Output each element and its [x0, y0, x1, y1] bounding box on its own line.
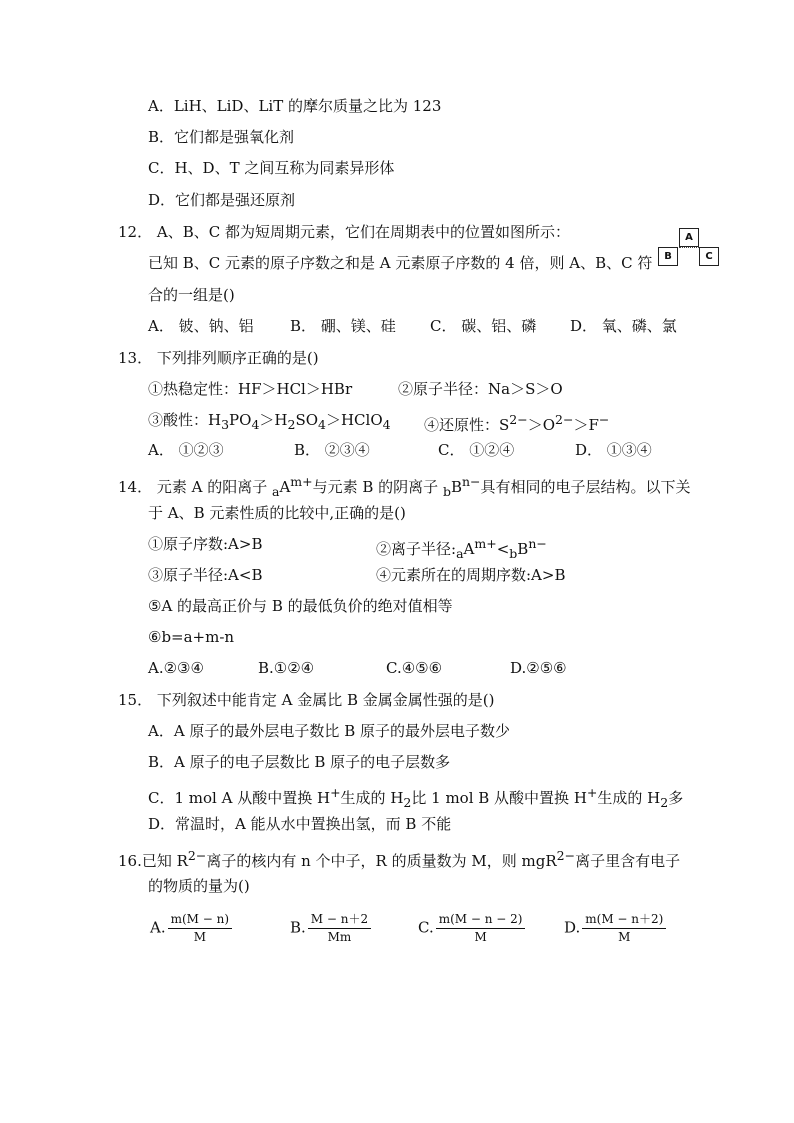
q12-option-b: B． 硼、镁、硅: [290, 317, 396, 335]
q16-option-c: C. $\frac{m(M - n - 2)}{M}$: [418, 912, 525, 945]
q14-stem: 14． 元素 A 的阳离子 $_aA^{m+}$与元素 B 的阴离子 $_bB^{n-}$具有相同的电子层结构。以下关: [118, 474, 691, 499]
q14-stem-line2: 于 A、B 元素性质的比较中,正确的是(): [148, 504, 406, 522]
q15-stem: 15． 下列叙述中能肯定 A 金属比 B 金属金属性强的是(): [118, 691, 495, 709]
q15-option-c: C．1 mol A 从酸中置换 H+生成的 $H_2$比 1 mol B 从酸中置换 H+生成的 $H_2$多: [148, 785, 684, 810]
q14-option-c: C.④⑤⑥: [386, 659, 443, 677]
q13-option-b: B． ②③④: [294, 441, 370, 459]
periodic-table-diagram: [658, 228, 720, 268]
q11-option-d: D．它们都是强还原剂: [148, 191, 296, 209]
q13-option-a: A． ①②③: [148, 441, 224, 459]
q16-stem: 16.已知 $R^{2-}$离子的核内有 n 个中子，R 的质量数为 M，则 mgR$^{2-}$离子里含有电子: [118, 848, 681, 870]
table-cell-a: A: [679, 228, 699, 247]
q15-option-d: D．常温时，A 能从水中置换出氢，而 B 不能: [148, 815, 452, 833]
table-dotted-divider: [679, 247, 699, 248]
fraction: $\frac{M - n+2}{Mm}$: [308, 912, 371, 945]
q12-stem: 12． A、B、C 都为短周期元素，它们在周期表中的位置如图所示：: [118, 223, 570, 241]
q13-statement-1: ①热稳定性：HF＞HCl＞HBr: [148, 380, 353, 398]
q11-option-b: B．它们都是强氧化剂: [148, 128, 295, 146]
q14-option-b: B.①②④: [258, 659, 315, 677]
q13-stem: 13． 下列排列顺序正确的是(): [118, 349, 319, 367]
fraction: $\frac{m(M - n)}{M}$: [168, 912, 232, 945]
q15-option-a: A．A 原子的最外层电子数比 B 原子的最外层电子数少: [148, 722, 510, 740]
q14-option-a: A.②③④: [148, 659, 204, 677]
q14-option-d: D.②⑤⑥: [510, 659, 567, 677]
q11-option-a: A．LiH、LiD、LiT 的摩尔质量之比为 123: [148, 97, 442, 115]
q16-option-b: B. $\frac{M - n+2}{Mm}$: [290, 912, 371, 945]
table-cell-b: B: [658, 247, 678, 266]
q13-statement-2: ②原子半径：Na＞S＞O: [398, 380, 563, 398]
q13-statement-4: ④还原性：$S^{2-}>O^{2-}>F^-$: [424, 412, 610, 434]
q12-option-c: C． 碳、铝、磷: [430, 317, 537, 335]
q13-option-c: C． ①②④: [438, 441, 515, 459]
q14-statement-1: ①原子序数:A>B: [148, 535, 263, 553]
q12-stem-line2: 已知 B、C 元素的原子序数之和是 A 元素原子序数的 4 倍，则 A、B、C 符: [148, 254, 653, 272]
table-cell-c: C: [699, 247, 719, 266]
fraction: $\frac{m(M - n - 2)}{M}$: [436, 912, 526, 945]
q14-statement-4: ④元素所在的周期序数:A>B: [376, 566, 566, 584]
q14-statement-5: ⑤A 的最高正价与 B 的最低负价的绝对值相等: [148, 597, 453, 615]
q14-statement-3: ③原子半径:A<B: [148, 566, 263, 584]
q14-statement-2: ②离子半径$:_aA^{m+}<_bB^{n-}$: [376, 536, 547, 561]
q12-option-a: A． 铍、钠、铝: [148, 317, 254, 335]
q16-stem-line2: 的物质的量为(): [148, 877, 250, 895]
q12-stem-line3: 合的一组是(): [148, 286, 235, 304]
q13-option-d: D． ①③④: [575, 441, 652, 459]
fraction: $\frac{m(M - n+2)}{M}$: [582, 912, 666, 945]
q15-option-b: B．A 原子的电子层数比 B 原子的电子层数多: [148, 753, 451, 771]
q16-option-a: A. $\frac{m(M - n)}{M}$: [150, 912, 232, 945]
q13-statement-3: ③酸性：$H_3PO_4>H_2SO_4>HClO_4$: [148, 411, 391, 432]
q12-option-d: D． 氧、磷、氯: [570, 317, 677, 335]
q11-option-c: C．H、D、T 之间互称为同素异形体: [148, 159, 395, 177]
q14-statement-6: ⑥b=a+m-n: [148, 628, 235, 646]
q16-option-d: D. $\frac{m(M - n+2)}{M}$: [564, 912, 666, 945]
